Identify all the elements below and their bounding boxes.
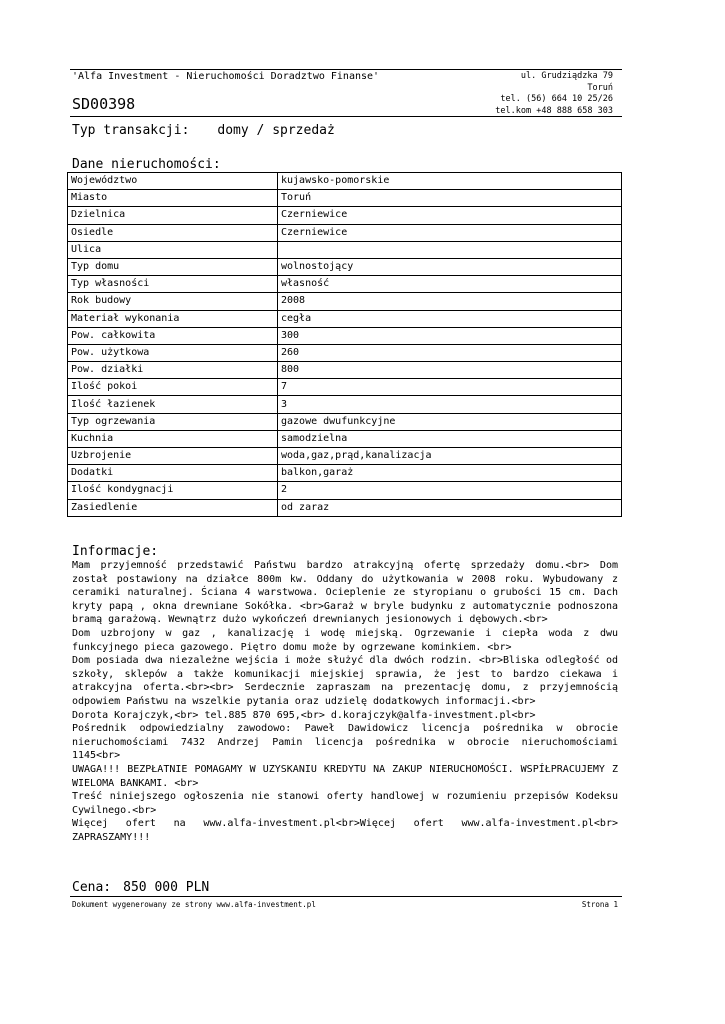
property-key: Ilość pokoi	[68, 379, 278, 396]
property-value: 2008	[278, 293, 622, 310]
property-key: Kuchnia	[68, 430, 278, 447]
property-value: 300	[278, 327, 622, 344]
offer-reference: SD00398	[72, 95, 136, 113]
description-paragraph: UWAGA!!! BEZPŁATNIE POMAGAMY W UZYSKANIU KREDYTU NA ZAKUP NIERUCHOMOŚCI. WSPÍŁPRACUJEMY Z WIELOMA BANKAMI. <br>	[72, 763, 618, 789]
property-key: Pow. całkowita	[68, 327, 278, 344]
property-key: Pow. użytkowa	[68, 344, 278, 361]
property-key: Ilość kondygnacji	[68, 482, 278, 499]
description-paragraph: Dom posiada dwa niezależne wejścia i może służyć dla dwóch rodzin. <br>Bliska odległość od szkoły, sklepów a także komunikacji miejskiej sprawia, że jest to bardzo ciekawa i atrakcyjna oferta.<br><br> Serdecznie zapraszam na prezentację domu, z przyjemnością odpowiem Państwu na wszelkie pytania oraz udzielę dodatkowych informacji.<br>	[72, 655, 618, 707]
description	[72, 559, 618, 844]
property-row	[68, 207, 622, 224]
price	[72, 880, 209, 895]
property-key: Typ ogrzewania	[68, 413, 278, 430]
footer-source: Dokument wygenerowany ze strony www.alfa-investment.pl	[72, 900, 316, 909]
description-paragraph: Więcej ofert na www.alfa-investment.pl<br>Więcej ofert www.alfa-investment.pl<br> ZAPRASZAMY!!!	[72, 818, 618, 843]
property-key: Pow. działki	[68, 362, 278, 379]
property-row	[68, 344, 622, 361]
property-value: własność	[278, 276, 622, 293]
property-row	[68, 362, 622, 379]
property-row	[68, 241, 622, 258]
property-key: Dzielnica	[68, 207, 278, 224]
property-value: balkon,garaż	[278, 465, 622, 482]
info-section-title: Informacje:	[72, 544, 159, 559]
company-name: 'Alfa Investment - Nieruchomości Doradztwo Finanse'	[72, 71, 380, 82]
description-paragraph: Mam przyjemność przedstawić Państwu bardzo atrakcyjną ofertę sprzedaży domu.<br> Dom został postawiony na działce 800m kw. Oddany do użytkowania w 2008 roku. Wybudowany z ceramiki naturalnej. Ściana 4 warstwowa. Ocieplenie ze styropianu o grubości 15 cm. Dach kryty papą , okna drewniane Sokółka. <br>Garaż w bryle budynku z automatycznie podnoszona bramą garażową. Wewnątrz dużo wykończeń drewnianych jesionowych i dębowych.<br>	[72, 560, 618, 626]
property-row	[68, 310, 622, 327]
description-paragraph: Treść niniejszego ogłoszenia nie stanowi oferty handlowej w rozumieniu przepisów Kodeksu Cywilnego.<br>	[72, 791, 618, 816]
property-value: samodzielna	[278, 430, 622, 447]
property-section-title: Dane nieruchomości:	[72, 157, 221, 172]
property-key: Dodatki	[68, 465, 278, 482]
property-row	[68, 258, 622, 275]
header-top-rule	[70, 69, 622, 70]
property-row	[68, 293, 622, 310]
property-value: cegła	[278, 310, 622, 327]
property-value: 260	[278, 344, 622, 361]
company-address: ul. Grudziądzka 79 Toruń tel. (56) 664 10 25/26 tel.kom +48 888 658 303	[495, 71, 613, 116]
footer-rule	[70, 896, 622, 897]
property-table	[67, 172, 622, 517]
property-row	[68, 465, 622, 482]
property-row	[68, 224, 622, 241]
description-paragraph: Dom uzbrojony w gaz , kanalizację i wodę miejską. Ogrzewanie i ciepła woda z dwu funkcyjnego pieca gazowego. Piętro domu może by ogrzewane kominkiem. <br>	[72, 627, 618, 653]
transaction-value: domy / sprzedaż	[217, 123, 335, 138]
transaction-type	[72, 123, 335, 138]
property-value: Czerniewice	[278, 207, 622, 224]
property-value: kujawsko-pomorskie	[278, 173, 622, 190]
property-key: Ilość łazienek	[68, 396, 278, 413]
property-row	[68, 448, 622, 465]
property-value: Czerniewice	[278, 224, 622, 241]
property-row	[68, 430, 622, 447]
property-key: Rok budowy	[68, 293, 278, 310]
property-value: od zaraz	[278, 499, 622, 516]
property-key: Typ własności	[68, 276, 278, 293]
property-key: Miasto	[68, 190, 278, 207]
price-value: 850 000 PLN	[123, 880, 210, 895]
property-row	[68, 482, 622, 499]
header-bottom-rule	[70, 116, 622, 117]
property-key: Ulica	[68, 241, 278, 258]
transaction-label: Typ transakcji:	[72, 123, 190, 138]
property-key: Materiał wykonania	[68, 310, 278, 327]
property-row	[68, 276, 622, 293]
property-value: 2	[278, 482, 622, 499]
property-key: Typ domu	[68, 258, 278, 275]
property-row	[68, 413, 622, 430]
property-value: woda,gaz,prąd,kanalizacja	[278, 448, 622, 465]
description-paragraph: Pośrednik odpowiedzialny zawodowo: Paweł Dawidowicz licencja pośrednika w obrocie nieruchomościami 7432 Andrzej Pamin licencja pośrednika w obrocie nieruchomościami 1145<br>	[72, 723, 618, 762]
property-key: Osiedle	[68, 224, 278, 241]
property-value: Toruń	[278, 190, 622, 207]
price-label: Cena:	[72, 880, 112, 895]
property-value: wolnostojący	[278, 258, 622, 275]
property-value: gazowe dwufunkcyjne	[278, 413, 622, 430]
property-key: Województwo	[68, 173, 278, 190]
description-paragraph: Dorota Korajczyk,<br> tel.885 870 695,<br> d.korajczyk@alfa-investment.pl<br>	[72, 709, 536, 721]
property-key: Uzbrojenie	[68, 448, 278, 465]
property-value: 3	[278, 396, 622, 413]
property-row	[68, 499, 622, 516]
page-number: Strona 1	[581, 900, 618, 909]
property-value	[278, 241, 622, 258]
property-value: 800	[278, 362, 622, 379]
property-row	[68, 396, 622, 413]
property-value: 7	[278, 379, 622, 396]
property-row	[68, 190, 622, 207]
property-row	[68, 173, 622, 190]
property-row	[68, 327, 622, 344]
property-key: Zasiedlenie	[68, 499, 278, 516]
property-row	[68, 379, 622, 396]
